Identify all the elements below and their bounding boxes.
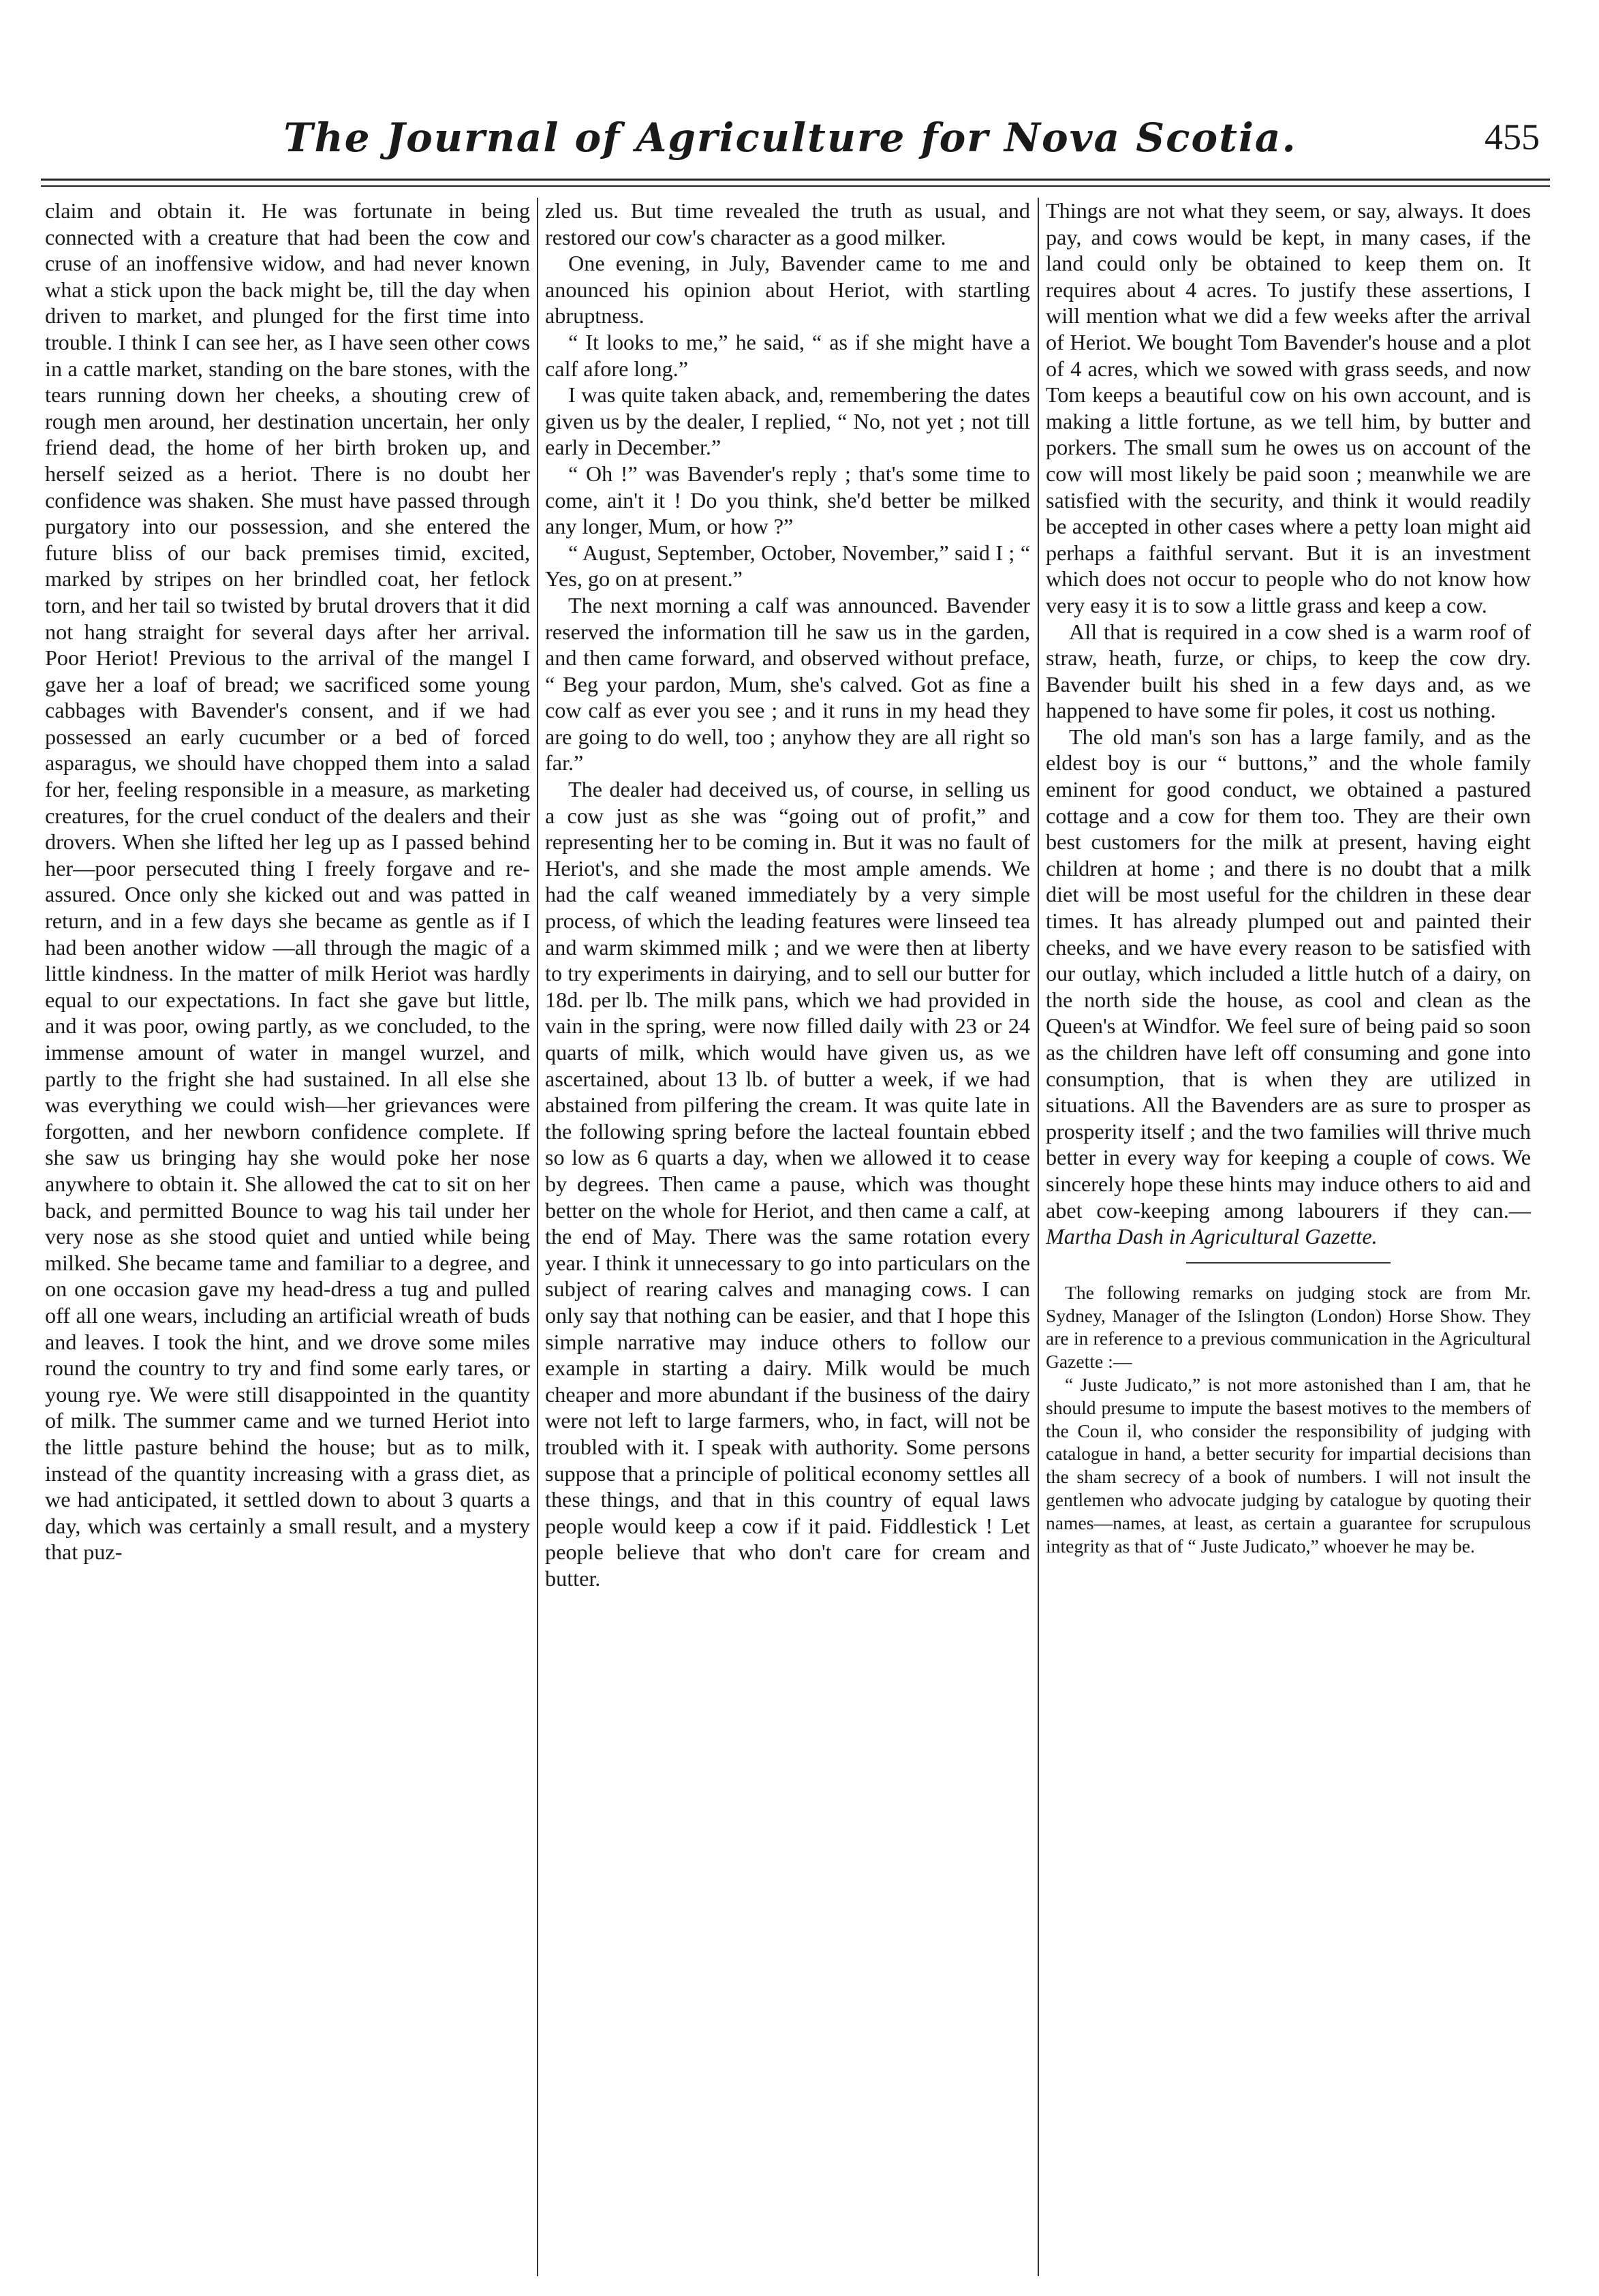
paragraph: I was quite taken aback, and, remembering the dates given us by the dealer, I replied, “ No, not yet ; not till early in December.” [545,382,1030,460]
header-rule-secondary [41,185,1550,187]
paragraph: All that is required in a cow shed is a warm roof of straw, heath, furze, or chips, to keep the cow dry. Bavender built his shed in a few days and, as we happened to have some fir poles, it cost us nothing. [1046,619,1531,723]
column-2 [545,198,1030,2283]
paragraph: The dealer had deceived us, of course, in selling us a cow just as she was “going out of profit,” and representing her to be coming in. But it was no fault of Heriot's, and she made the most ample amends. We had the calf weaned immediately by a very simple process, of which the leading features were linseed tea and warm skimmed milk ; and we were then at liberty to try experiments in dairying, and to sell our butter for 18d. per lb. The milk pans, which we had provided in vain in the spring, were now filled daily with 23 or 24 quarts of milk, which would have given us, as we ascertained, about 13 lb. of butter a week, if we had abstained from pilfering the cream. It was quite late in the following spring before the lacteal fountain ebbed so low as 6 quarts a day, when we allowed it to cease by degrees. Then came a pause, which was thought better on the whole for Heriot, and then came a calf, at the end of May. There was the same rotation every year. I think it unnecessary to go into particulars on the subject of rearing calves and managing cows. I can only say that nothing can be easier, and that I hope this simple narrative may induce others to follow our example in starting a dairy. Milk would be much cheaper and more abundant if the business of the dairy were not left to large farmers, who, in fact, will not be troubled with it. I speak with authority. Some persons suppose that a principle of political economy settles all these things, and that in this country of equal laws people would keep a cow if it paid. Fiddlestick ! Let people believe that who don't care for cream and butter. [545,777,1030,1591]
page-number: 455 [1485,117,1540,157]
header-rule [41,179,1550,181]
paragraph [1046,724,1531,1250]
paragraph-text: The old man's son has a large family, and as the eldest boy is our “ buttons,” and the whole family eminent for good conduct, we obtained a pastured cottage and a cow for them too. They are their own best customers for the milk at present, having eight children at home ; and there is no doubt that a milk diet will be most useful for the children in these dear times. It has already plumped out and painted their cheeks, and we have every reason to be satisfied with our outlay, which included a little hutch of a dairy, on the north side the house, as cool and clean as the Queen's at Windfor. We feel sure of being paid so soon as the children have left off consuming and gone into consumption, that is when they are utilized in situations. All the Bavenders are as sure to prosper as prosperity itself ; and the two families will thrive much better in every way for keeping a couple of cows. We sincerely hope these hints may induce others to aid and abet cow-keeping among labourers if they can.— [1046,724,1531,1223]
column-divider-1 [537,198,538,2276]
paragraph: Things are not what they seem, or say, always. It does pay, and cows would be kept, in many cases, if the land could only be obtained to keep them on. It requires about 4 acres. To justify these assertions, I will mention what we did a few weeks after the arrival of Heriot. We bought Tom Bavender's house and a plot of 4 acres, which we sowed with grass seeds, and now Tom keeps a beautiful cow on his own account, and is making a little fortune, as we tell him, by butter and porkers. The small sum he owes us on account of the cow will most likely be paid soon ; meanwhile we are satisfied with the security, and think it would readily be accepted in other cases where a petty loan might aid perhaps a faithful servant. But it is an investment which does not occur to people who do not know how very easy it is to sow a little grass and keep a cow. [1046,198,1531,617]
paragraph: claim and obtain it. He was fortunate in being connected with a creature that had been the cow and cruse of an inoffensive widow, and had never known what a stick upon the back might be, till the day when driven to market, and plunged for the first time into trouble. I think I can see her, as I have seen other cows in a cattle market, standing on the bare stones, with the tears running down her cheeks, a shouting crew of rough men around, her destination uncertain, her only friend dead, the home of her birth broken up, and herself seized as a heriot. There is no doubt her confidence was shaken. She must have passed through purgatory into our possession, and she entered the future bliss of our back premises timid, excited, marked by stripes on her brindled coat, her fetlock torn, and her tail so twisted by brutal drovers that it did not hang straight for several days after her arrival. Poor Heriot! Previous to the arrival of the mangel I gave her a loaf of bread; we sacrificed some young cabbages with Bavender's consent, and if we had possessed an early cucumber or a bed of forced asparagus, we should have chopped them into a salad for her, feeling responsible in a measure, as marketing creatures, for the cruel conduct of the dealers and their drovers. When she lifted her leg up as I passed behind her—poor persecuted thing I freely forgave and re-assured. Once only she kicked out and was patted in return, and in a few days she became as gentle as if I had been another widow —all through the magic of a little kindness. In the matter of milk Heriot was hardly equal to our expectations. In fact she gave but little, and it was poor, owing partly, as we concluded, to the immense amount of water in mangel wurzel, and partly to the fright she had sustained. In all else she was everything we could wish—her grievances were forgotten, and her newborn confidence complete. If she saw us bringing hay she would poke her nose anywhere to obtain it. She allowed the cat to sit on her back, and permitted Bounce to wag his tail under her very nose as she stood quiet and untied while being milked. She became tame and familiar to a degree, and on one occasion gave my head-dress a tug and pulled off all one wears, including an artificial wreath of buds and leaves. I took the hint, and we drove some miles round the country to try and find some early tares, or young rye. We were still disappointed in the quantity of milk. The summer came and we turned Heriot into the little pasture behind the house; but as to milk, instead of the quantity increasing with a grass diet, as we had anticipated, it settled down to about 3 quarts a day, which was certainly a small result, and a mystery that puz- [45,198,530,1565]
paragraph: The next morning a calf was announced. Bavender reserved the information till he saw us in the garden, and then came forward, and observed without preface, “ Beg your pardon, Mum, she's calved. Got as fine a cow calf as ever you see ; and it runs in my head they are going to do well, too ; anyhow they are all right so far.” [545,592,1030,776]
column-1 [45,198,530,2283]
paragraph: “ Oh !” was Bavender's reply ; that's some time to come, ain't it ! Do you think, she'd better be milked any longer, Mum, or how ?” [545,461,1030,539]
paragraph: “ August, September, October, November,” said I ; “ Yes, go on at present.” [545,540,1030,592]
journal-title: The Journal of Agriculture for Nova Scotia. [283,114,1297,161]
paragraph: “ It looks to me,” he said, “ as if she might have a calf afore long.” [545,329,1030,381]
judging-stock-section [1046,1281,1531,1558]
column-divider-2 [1038,198,1039,2276]
page-header [41,102,1540,164]
article-signature: Martha Dash in Agricultural Gazette. [1046,1224,1378,1249]
article-end-rule [1186,1262,1391,1264]
paragraph: One evening, in July, Bavender came to me and anounced his opinion about Heriot, with startling abruptness. [545,251,1030,328]
paragraph: zled us. But time revealed the truth as usual, and restored our cow's character as a good milker. [545,198,1030,249]
paragraph: “ Juste Judicato,” is not more astonished than I am, that he should presume to impute the basest motives to the members of the Coun il, who consider the responsibility of judging with catalogue in hand, a better security for impartial decisions than the sham secrecy of a book of numbers. I will not insult the gentlemen who advocate judging by catalogue by quoting their names—names, at least, as certain a guarantee for scrupulous integrity as that of “ Juste Judicato,” whoever he may be. [1046,1373,1531,1557]
column-3 [1046,198,1531,2283]
paragraph: The following remarks on judging stock are from Mr. Sydney, Manager of the Islington (London) Horse Show. They are in reference to a previous communication in the Agricultural Gazette :— [1046,1281,1531,1373]
